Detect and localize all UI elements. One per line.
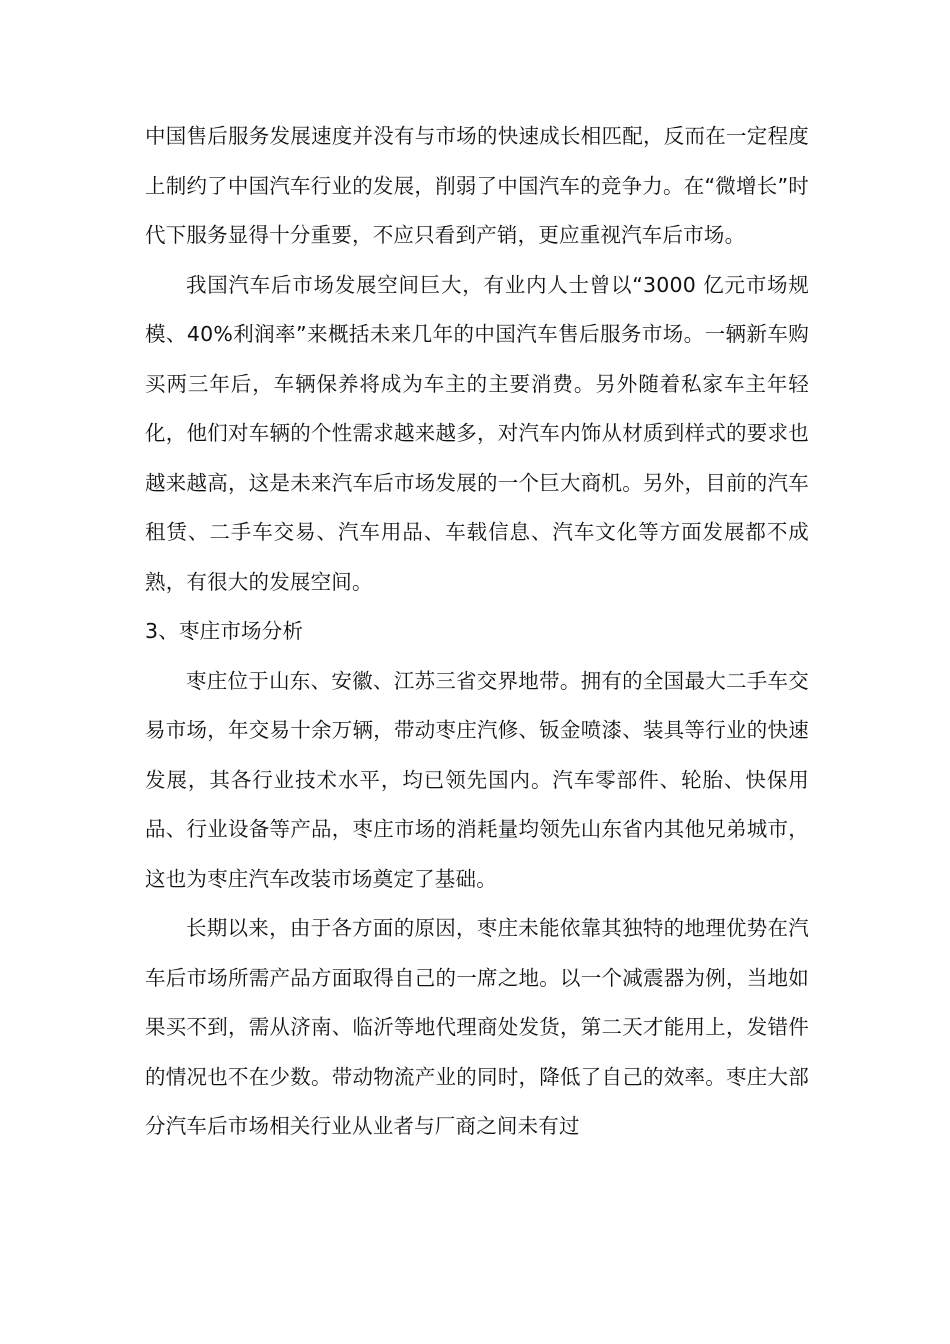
section-heading-zaozhuang: 3、枣庄市场分析 bbox=[145, 619, 304, 643]
paragraph-service-development: 中国售后服务发展速度并没有与市场的快速成长相匹配，反而在一定程度上制约了中国汽车行业的发展，削弱了中国汽车的竞争力。在“微增长”时代下服务显得十分重要，不应只看到产销，更应重视汽车后市场。 bbox=[145, 124, 809, 247]
document-page bbox=[145, 112, 809, 1152]
paragraph-market-space: 我国汽车后市场发展空间巨大，有业内人士曾以“3000 亿元市场规模、40%利润率”来概括未来几年的中国汽车售后服务市场。一辆新车购买两三年后，车辆保养将成为车主的主要消费。另外随着私家车主年轻化，他们对车辆的个性需求越来越多，对汽车内饰从材质到样式的要求也越来越高，这是未来汽车后市场发展的一个巨大商机。另外，目前的汽车租赁、二手车交易、汽车用品、车载信息、汽车文化等方面发展都不成熟，有很大的发展空间。 bbox=[145, 272, 809, 594]
paragraph-zaozhuang-history: 长期以来，由于各方面的原因，枣庄未能依靠其独特的地理优势在汽车后市场所需产品方面取得自己的一席之地。以一个减震器为例，当地如果买不到，需从济南、临沂等地代理商处发货，第二天才能用上，发错件的情况也不在少数。带动物流产业的同时，降低了自己的效率。枣庄大部分汽车后市场相关行业从业者与厂商之间未有过 bbox=[145, 916, 809, 1138]
paragraph-zaozhuang-location: 枣庄位于山东、安徽、江苏三省交界地带。拥有的全国最大二手车交易市场，年交易十余万辆，带动枣庄汽修、钣金喷漆、装具等行业的快速发展，其各行业技术水平，均已领先国内。汽车零部件、轮胎、快保用品、行业设备等产品，枣庄市场的消耗量均领先山东省内其他兄弟城市，这也为枣庄汽车改装市场奠定了基础。 bbox=[145, 668, 809, 891]
